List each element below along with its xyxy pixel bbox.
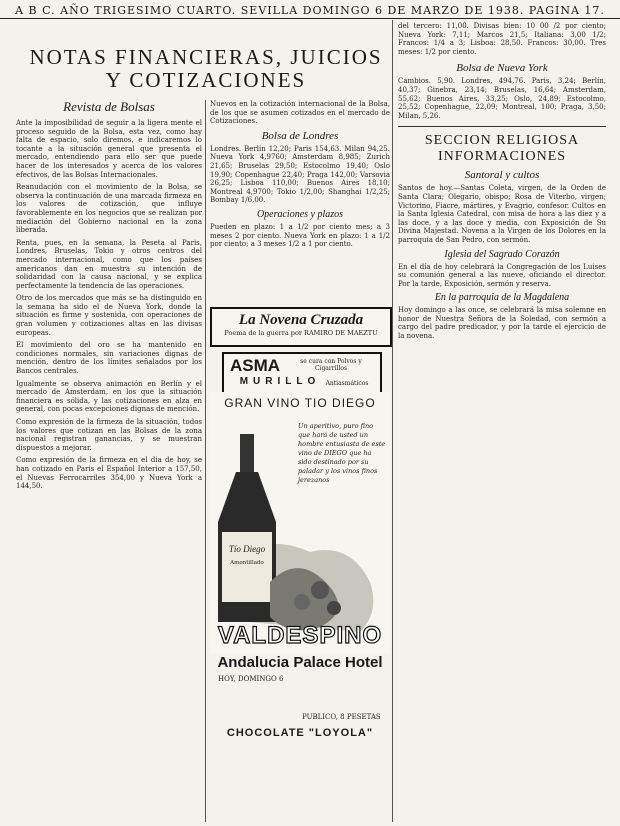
ad-tio-diego bbox=[210, 392, 390, 654]
magdalena-title: En la parroquia de la Magdalena bbox=[434, 292, 570, 304]
section-rule bbox=[398, 126, 606, 127]
bottle-label-line1: Tío Diego bbox=[228, 544, 266, 554]
middle-top bbox=[210, 100, 390, 305]
paragraph: Como expresión de la firmeza de la situación, todos los valores que cotizan en las Bolsas de la zona nacional registran ganancias, y se muestran dispuestos a mejorar. bbox=[16, 418, 202, 452]
bottle-label-line2: Amontillado bbox=[230, 560, 264, 566]
title-line-1: NOTAS FINANCIERAS, JUICIOS bbox=[29, 46, 383, 69]
paragraph: El movimiento del oro se ha mantenido en condiciones normales, sin variaciones dignas de mención, dentro de los límites señalados por los Bancos centrales. bbox=[16, 341, 202, 376]
header-rule bbox=[0, 18, 620, 19]
column-divider bbox=[392, 20, 393, 822]
ad-tio-title: GRAN VINO TIO DIEGO bbox=[224, 396, 376, 410]
ad-asma-brand: MURILLO bbox=[239, 376, 321, 387]
left-column bbox=[16, 99, 202, 824]
ad-tio-brand: VALDESPINO bbox=[217, 622, 383, 649]
ad-chocolate: CHOCOLATE "LOYOLA" bbox=[226, 727, 374, 739]
ad-asma-line1: se cura con Polvos y Cigarrillos bbox=[300, 358, 362, 372]
right-column bbox=[398, 22, 606, 822]
ad-palace-title: Andalucia Palace Hotel bbox=[217, 654, 383, 671]
paragraph: Igualmente se observa animación en Berlín y el mercado de Amsterdam, en los que la situación financiera es sólida, y las cotizaciones en alza en general, con pocas excepciones dignas de mención. bbox=[16, 379, 202, 414]
paragraph-closing: Como expresión de la firmeza en el dia de hoy, se han cotizado en Paris el Español Interior a 157,50, el Nuevas Ferrocarriles 354,00 y Nueva York a 144,50. bbox=[16, 456, 202, 491]
londres-text: Londres. Berlin 12,20; Paris 154,63. Milan 94,25. Nueva York 4,9760; Amsterdam 8,985; Zurich 21,65; Bruselas 29,50; Estocolmo 19,40; Oslo 19,90; Copenhague 22,40; Praga 142,00; Varsovia 26,25; Lisboa 110,00; Buenos Aires 18,10; Montreal 4,9700; Tokio 1/2,00; Shanghai 1/2,25; Bombay 1/6,00. bbox=[210, 144, 390, 205]
title-line-2: Y COTIZACIONES bbox=[105, 68, 307, 92]
paragraph: Reanudación con el movimiento de la Bolsa, se observa la continuación de una marcada firmeza en los valores de cotización, que influye favorablemente en los negocios que se realizan por mediación del Gobierno nacional en la zona liberada. bbox=[16, 183, 202, 235]
paragraph: Ante la imposibilidad de seguir a la ligera mente el proceso seguido de la Bolsa, esta vez, como hay falta de espacio, solo diremos, e indicaremos lo tocante a la situación general que presenta el mercado, entendiendo para ello ser que puede hacer de los interesados y acerca de los valores efectivos, de las Bolsas Internacionales. bbox=[16, 119, 202, 179]
page-header: A B C. AÑO TRIGESIMO CUARTO. SEVILLA DOMINGO 6 DE MARZO DE 1938. PAGINA 17. bbox=[15, 4, 605, 17]
iglesia-title: Iglesia del Sagrado Corazón bbox=[444, 248, 560, 260]
right-top-text: del tercero: 11,00. Divisas bien: 10 00 /2 por ciento; Nueva York: 7,11; Marcos 21,5; Italiana: 3,00 1/2; Francos: 1/4 a 3; Lisboa: 28,50. Francos: 30,00. Tres meses: 1/2 por ciento. bbox=[398, 22, 606, 56]
londres-title: Bolsa de Londres bbox=[261, 129, 339, 142]
ad-novena-cruzada bbox=[210, 307, 392, 347]
magdalena-text: Hoy domingo a las once, se celebrará la misa solemne en honor de Nuestra Señora de la Soledad, con sermón a cargo del padre predicador, y por la tarde el ejercicio de la novena. bbox=[398, 306, 606, 341]
ad-novena-sub: Poema de la guerra por RAMIRO DE MAEZTU bbox=[224, 329, 378, 337]
ad-asma-line2: Antiasmáticos bbox=[325, 380, 369, 387]
iglesia-text: En el día de hoy celebrará la Congregación de los Luises su comunión general a las nueve, oficiando el director. Por la tarde, Exposición, sermón y reserva. bbox=[398, 262, 606, 288]
financial-title bbox=[26, 46, 386, 92]
bolsas-subtitle: Revista de Bolsas bbox=[63, 99, 155, 114]
paragraph: Otro de los mercados que más se ha distinguido en la semana ha sido el de Nueva York, donde la situación es firme y sostenida, con operaciones de gran volumen y cotizaciones altas en las divisas europeas. bbox=[16, 294, 202, 337]
bottle-illustration bbox=[210, 412, 390, 650]
ad-palace-hotel bbox=[210, 654, 390, 822]
ad-asma bbox=[222, 352, 382, 394]
ny-text: Cambios. 5,90. Londres, 494,76. Paris, 3,24; Berlín, 40,37; Ginebra, 23,14; Bruselas, 16,64; Amsterdam, 55,62; Buenos Aires, 33,25; Oslo, 24,89; Estocolmo, 25,52; Copenhague, 22,09; Montreal, 100; Praga, 3,50; Milan, 5,26. bbox=[398, 77, 606, 120]
middle-intro: Nuevos en la cotización internacional de la Bolsa, de los que se asumen cotizados en el mercado de Cotizaciones. bbox=[210, 100, 390, 126]
ad-novena-title: La Novena Cruzada bbox=[238, 312, 364, 328]
ad-palace-line2: PUBLICO, 8 PESETAS bbox=[302, 713, 381, 721]
religious-title-1: SECCION RELIGIOSA bbox=[424, 133, 580, 149]
santoral-title: Santoral y cultos bbox=[464, 169, 540, 182]
ops-text: Pueden en plazo: 1 a 1/2 por ciento mes; a 3 meses 2 por ciento. Nueva York en plazo: 1 a 1/2 por ciento; a 3 meses 1/2 a 1 por ciento. bbox=[210, 222, 390, 249]
column-divider bbox=[205, 100, 206, 822]
ad-asma-title: ASMA bbox=[230, 356, 281, 375]
ops-title: Operaciones y plazos bbox=[256, 208, 344, 220]
religious-title-2: INFORMACIONES bbox=[437, 149, 567, 165]
ad-tio-copy: Un aperitivo, puro fino que hará de usted un hombre entusiasta de este vino de DIEGO que ha sido destinado por su paladar y los vinos finos jerezanos bbox=[298, 422, 386, 484]
ny-title: Bolsa de Nueva York bbox=[456, 62, 548, 75]
santoral-text: Santos de hoy.—Santas Coleta, virgen, de la Orden de Santa Clara; Olegario, obispo; Rosa de Viterbo, virgen; Victorino, Fiacre, mártires, y Evagrio, confesor. Cultos en la Santa Iglesia Catedral, con misa de hora a las diez y a las doce, y a las doce y media, con Exposición de Su Divina Majestad. Novena a la Virgen de los Dolores en la parroquia de San Pedro, con sermón. bbox=[398, 184, 606, 244]
paragraph: Renta, pues, en la semana, la Peseta al Paris, Londres, Bruselas, Tokio y otros centros del mercado internacional, como que los países americanos dan en muestra su intención de solidaridad con la causa nacional, y se explica perfectamente la tendencia de las operaciones. bbox=[16, 238, 202, 290]
ad-palace-line1: HOY, DOMINGO 6 bbox=[218, 675, 284, 683]
